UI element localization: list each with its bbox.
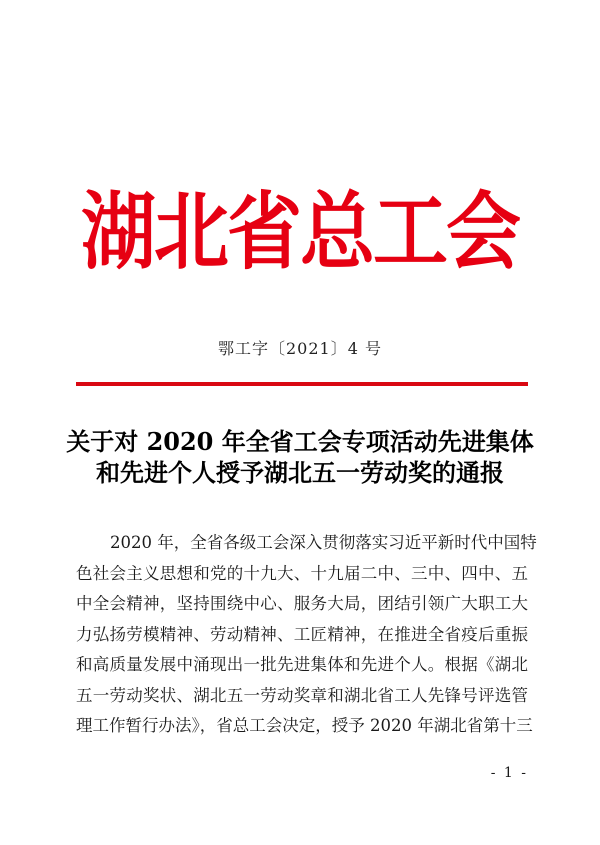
- masthead-title: 湖北省总工会: [80, 182, 519, 282]
- body-line: 力弘扬劳模精神、劳动精神、工匠精神，在推进全省疫后重振: [76, 624, 528, 644]
- document-title-line-2: 和先进个人授予湖北五一劳动奖的通报: [96, 458, 504, 487]
- body-line: 色社会主义思想和党的十九大、十九届二中、三中、四中、五: [76, 563, 528, 583]
- body-line: 理工作暂行办法》，省总工会决定，授予 2020 年湖北省第十三: [76, 716, 533, 735]
- document-reference-number: 鄂工字〔2021〕4 号: [218, 339, 382, 358]
- document-title: [40, 426, 560, 488]
- body-line: 中全会精神，坚持围绕中心、服务大局，团结引领广大职工大: [76, 594, 528, 613]
- red-header-rule: [76, 382, 528, 386]
- body-paragraph: [76, 528, 537, 742]
- body-line: 和高质量发展中涌现出一批先进集体和先进个人。根据《湖北: [76, 655, 528, 674]
- body-line: 五一劳动奖状、湖北五一劳动奖章和湖北省工人先锋号评选管: [76, 685, 528, 705]
- body-line: 2020 年，全省各级工会深入贯彻落实习近平新时代中国特: [110, 533, 537, 552]
- page-number: - 1 -: [490, 765, 528, 781]
- document-title-line-1: 关于对 2020 年全省工会专项活动先进集体: [66, 427, 534, 456]
